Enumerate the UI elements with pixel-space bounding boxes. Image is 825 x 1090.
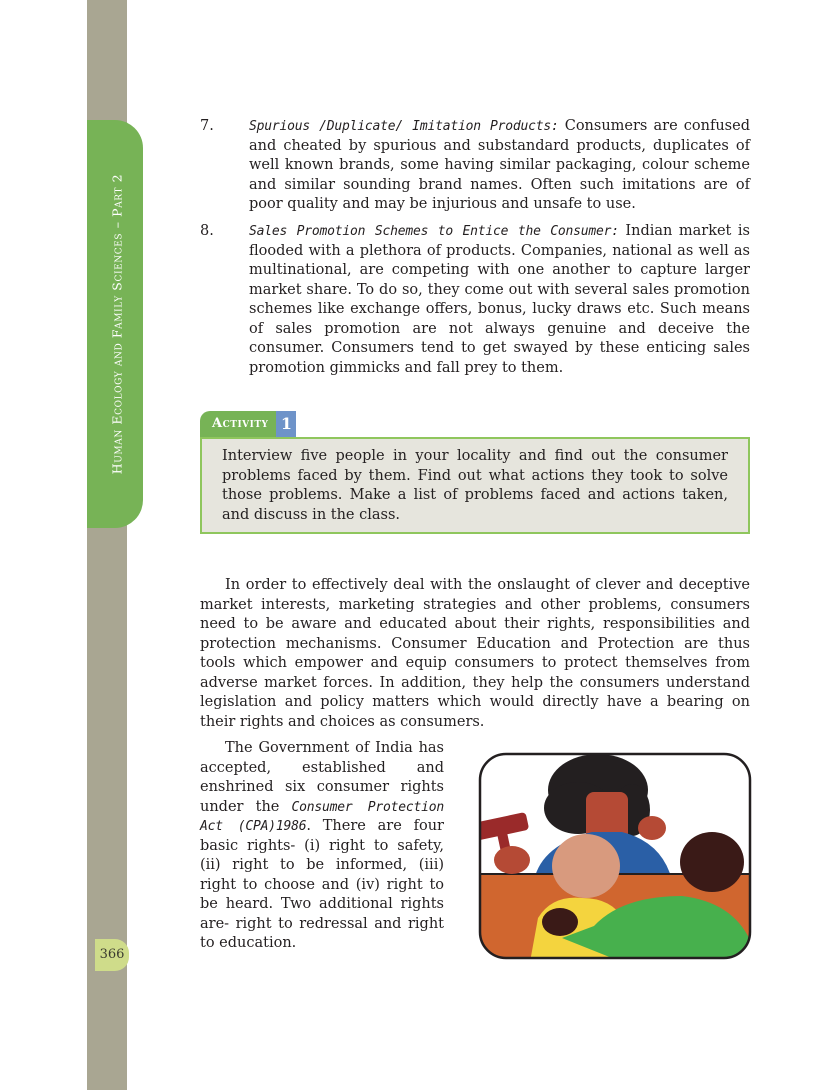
paragraph-consumer-education: In order to effectively deal with the onslaught of clever and deceptive market interests, marketing strategies and other problems, consumers need to be aware and educated about their rights, responsibilities and protection mechanisms. Consumer Education and Protection are thus tools which empower and equip consumers to protect themselves from adverse market forces. In addition, they help the consumers understand legislation and policy matters which would directly have a bearing on their rights and choices as consumers. [200, 577, 750, 730]
list-body [249, 117, 750, 215]
list-text: Consumers are confused and cheated by spurious and substandard products, duplicates of well known brands, some having similar packaging, colour scheme and similar sounding brand names. Often such imitations are of poor quality and may be injurious and unsafe to use. [249, 118, 750, 212]
list-lead: Sales Promotion Schemes to Entice the Consumer: [249, 224, 619, 239]
list-number: 7. [200, 118, 214, 134]
list-lead: Spurious /Duplicate/ Imitation Products: [249, 119, 559, 134]
list-item-8 [200, 222, 750, 378]
list-body [249, 222, 750, 378]
act-name: Consumer Protection Act (CPA)1986 [200, 799, 444, 834]
activity-number: 1 [276, 411, 296, 437]
consumer-court-illustration [462, 750, 754, 962]
rights-text-1: The Government of India has accepted, established and enshrined six consumer rights under the [200, 740, 444, 815]
list-text: Indian market is flooded with a plethora of products. Companies, national as well as multinational, are competing with one another to capture larger market share. To do so, they come out with several sales promotion schemes like exchange offers, bonus, lucky draws etc. Such means of sales promotion are not always genuine and deceive the consumer. Consumers tend to get swayed by these enticing sales promotion gimmicks and fall prey to them. [249, 223, 750, 376]
activity-label: Activity [200, 411, 276, 437]
list-number: 8. [200, 223, 214, 239]
list-item-7 [200, 117, 750, 215]
running-head: Human Ecology and Family Sciences – Part 2 [109, 173, 125, 475]
rights-text-2: . There are four basic rights- (i) right to safety, (ii) right to be informed, (iii) right to choose and (iv) right to be heard. Two additional rights are- right to redressal and right to education. [200, 818, 444, 951]
paragraph-consumer-rights [200, 739, 444, 954]
page-number: 366 [95, 939, 129, 971]
activity-box: Interview five people in your locality and find out the consumer problems faced by them. Find out what actions they took to solve those problems. Make a list of problems faced and actions taken, and discuss in the class. [200, 437, 750, 534]
activity-header [200, 411, 296, 437]
